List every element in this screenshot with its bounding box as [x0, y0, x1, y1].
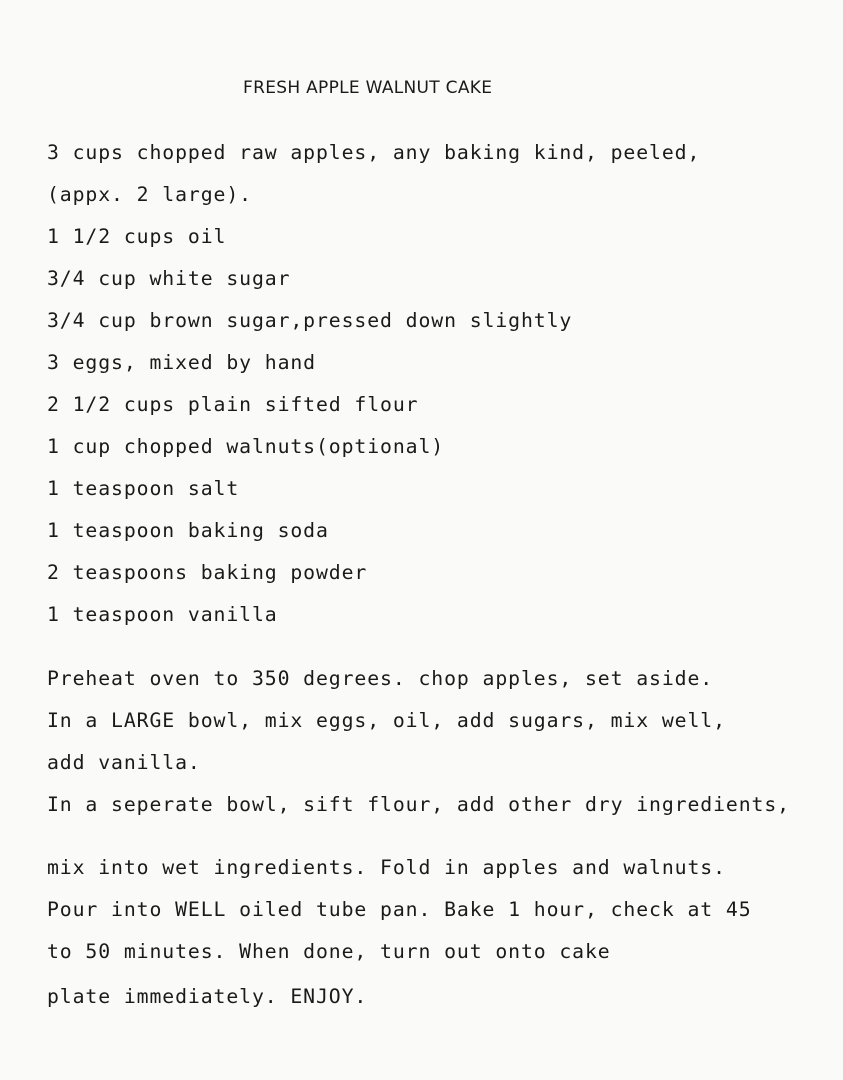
ingredient-line: 1 teaspoon vanilla: [47, 603, 278, 626]
ingredient-line: 3 cups chopped raw apples, any baking kind, peeled,: [47, 141, 701, 164]
direction-line: In a LARGE bowl, mix eggs, oil, add sugars, mix well,: [47, 709, 726, 732]
direction-line: mix into wet ingredients. Fold in apples and walnuts.: [47, 856, 726, 879]
ingredient-line: 1 teaspoon salt: [47, 477, 240, 500]
ingredient-line: 1 1/2 cups oil: [47, 225, 227, 248]
direction-line: to 50 minutes. When done, turn out onto cake: [47, 940, 611, 963]
ingredient-line: 1 teaspoon baking soda: [47, 519, 329, 542]
direction-line: Preheat oven to 350 degrees. chop apples, set aside.: [47, 667, 714, 690]
direction-line: Pour into WELL oiled tube pan. Bake 1 hour, check at 45: [47, 898, 752, 921]
direction-line: add vanilla.: [47, 751, 201, 774]
ingredient-line: 3/4 cup brown sugar,pressed down slightly: [47, 309, 573, 332]
ingredient-line: (appx. 2 large).: [47, 183, 252, 206]
direction-line: In a seperate bowl, sift flour, add other dry ingredients,: [47, 793, 790, 816]
ingredient-line: 3/4 cup white sugar: [47, 267, 291, 290]
ingredient-line: 1 cup chopped walnuts(optional): [47, 435, 445, 458]
direction-line: plate immediately. ENJOY.: [47, 985, 368, 1008]
ingredient-line: 2 teaspoons baking powder: [47, 561, 368, 584]
ingredient-line: 3 eggs, mixed by hand: [47, 351, 316, 374]
recipe-title: FRESH APPLE WALNUT CAKE: [243, 78, 493, 98]
ingredient-line: 2 1/2 cups plain sifted flour: [47, 393, 419, 416]
